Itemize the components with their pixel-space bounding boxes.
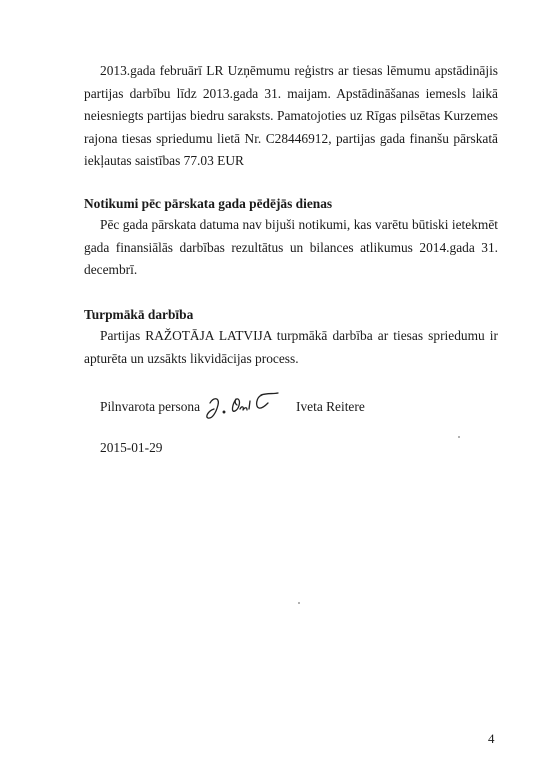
paragraph-events [84, 214, 498, 282]
page-number: 4 [488, 731, 495, 746]
document-date: 2015-01-29 [100, 440, 163, 455]
signatory-label: Pilnvarota persona [100, 399, 201, 414]
paragraph-future [84, 325, 498, 370]
paragraph-line: Pēc gada pārskata datuma nav bijuši notikumi, kas varētu būtiski ietekmēt [100, 217, 498, 232]
scan-speck [458, 436, 460, 438]
scan-speck [298, 602, 300, 604]
paragraph-line: Partijas RAŽOTĀJA LATVIJA turpmākā darbība ar tiesas spriedumu ir [100, 328, 498, 343]
signatory-name: Iveta Reitere [296, 399, 365, 414]
section-heading-future: Turpmākā darbība [84, 307, 194, 322]
paragraph-line: iekļautas saistības 77.03 EUR [84, 153, 244, 168]
signature-block [100, 393, 480, 423]
paragraph-line: apturēta un uzsākts likvidācijas process. [84, 350, 299, 366]
paragraph-line: partijas darbību līdz 2013.gada 31. maijam. Apstādināšanas iemesls laikā [84, 85, 498, 101]
paragraph-line: neiesniegts partijas biedru saraksts. Pamatojoties uz Rīgas pilsētas Kurzemes [84, 108, 498, 123]
paragraph-line: rajona tiesas spriedumu lietā Nr. C28446912, partijas gada finanšu pārskatā [84, 130, 498, 146]
section-heading-events: Notikumi pēc pārskata gada pēdējās dienas [84, 196, 333, 211]
paragraph-line: decembrī. [84, 262, 138, 277]
paragraph-registry-suspension [84, 60, 498, 173]
handwritten-signature [204, 389, 284, 423]
paragraph-line: 2013.gada februārī LR Uzņēmumu reģistrs ar tiesas lēmumu apstādinājis [100, 63, 498, 78]
paragraph-line: gada finansiālās darbības rezultātus un bilances atlikumus 2014.gada 31. [84, 239, 498, 255]
